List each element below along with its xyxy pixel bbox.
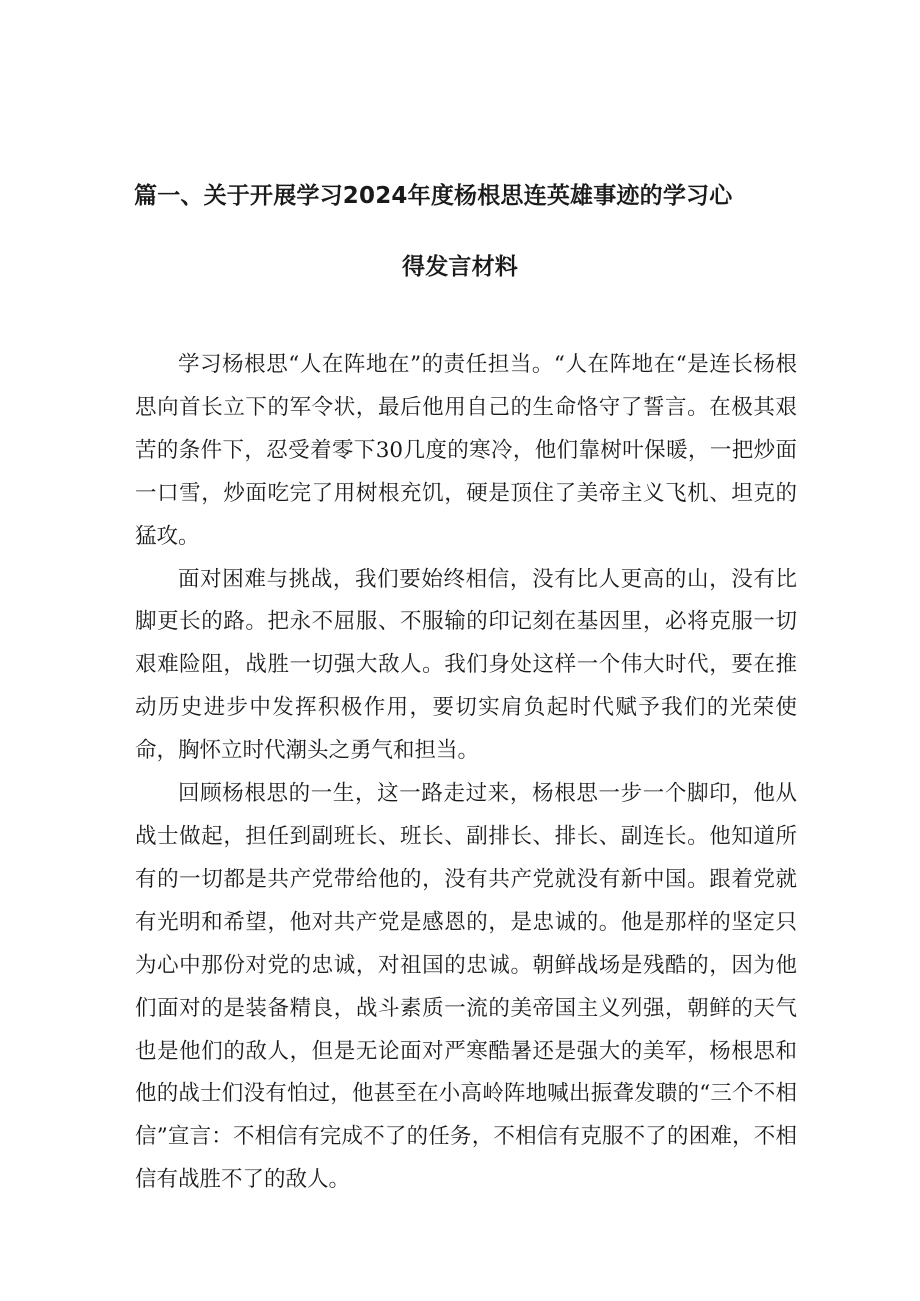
document-title-line-2: 得发言材料	[402, 254, 518, 280]
paragraph-3: 回顾杨根思的一生，这一路走过来，杨根思一步一个脚印，他从战士做起，担任到副班长、班长、副排长、排长、副连长。他知道所有的一切都是共产党带给他的，没有共产党就没有新中国。跟着党就有光明和希望，他对共产党是感恩的，是忠诚的。他是那样的坚定只为心中那份对党的忠诚，对祖国的忠诚。朝鲜战场是残酷的，因为他们面对的是装备精良，战斗素质一流的美帝国主义列强，朝鲜的天气也是他们的敌人，但是无论面对严寒酷暑还是强大的美军，杨根思和他的战士们没有怕过，他甚至在小高岭阵地喊出振聋发聩的“三个不相信”宣言：不相信有完成不了的任务，不相信有克服不了的困难，不相信有战胜不了的敌人。	[135, 781, 797, 1193]
paragraph-2: 面对困难与挑战，我们要始终相信，没有比人更高的山，没有比脚更长的路。把永不屈服、不服输的印记刻在基因里，必将克服一切艰难险阻，战胜一切强大敌人。我们身处这样一个伟大时代，要在推动历史进步中发挥积极作用，要切实肩负起时代赋予我们的光荣使命，胸怀立时代潮头之勇气和担当。	[135, 566, 797, 764]
paragraph-1: 学习杨根思“人在阵地在”的责任担当。“人在阵地在“是连长杨根思向首长立下的军令状，最后他用自己的生命恪守了誓言。在极其艰苦的条件下，忍受着零下30几度的寒冷，他们靠树叶保暖，一把炒面一口雪，炒面吃完了用树根充饥，硬是顶住了美帝主义飞机、坦克的猛攻。	[135, 352, 797, 549]
document-body	[135, 344, 797, 1202]
document-title-line-1: 篇一、关于开展学习2024年度杨根思连英雄事迹的学习心	[134, 183, 733, 209]
